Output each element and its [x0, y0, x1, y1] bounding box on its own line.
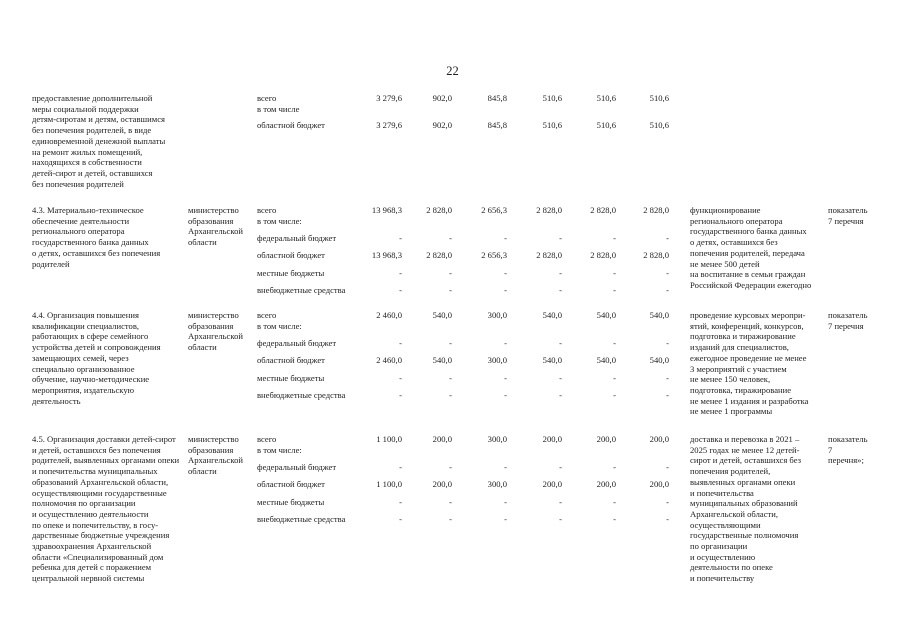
result-text-line: 2025 годах не менее 12 детей-	[690, 444, 800, 455]
funding-amount-cell: 200,0	[432, 434, 452, 444]
result-text-line: по организации	[690, 541, 748, 551]
funding-amount-cell: -	[449, 268, 452, 278]
funding-amount-cell: 510,6	[596, 93, 616, 103]
executor-text-line: министерство	[188, 310, 239, 320]
funding-amount-cell: -	[504, 514, 507, 524]
action-text-line: ребенка для детей с поражением	[32, 562, 152, 573]
funding-amount-cell: 300,0	[487, 355, 507, 365]
result-text-line: и попечительству	[690, 573, 755, 584]
indicator-text-line: 7 перечня	[828, 215, 864, 226]
funding-amount-cell: 200,0	[596, 479, 616, 489]
funding-amount-cell: -	[504, 338, 507, 348]
funding-amount-cell: -	[504, 373, 507, 383]
funding-amount-cell: 200,0	[432, 479, 452, 489]
action-text-line: обучение, научно-методические	[32, 374, 150, 385]
action-text-line: регионального оператора	[32, 226, 125, 237]
funding-amount-cell: -	[666, 390, 669, 400]
funding-amount-cell: -	[504, 268, 507, 278]
executor-text-line: области	[188, 342, 217, 353]
funding-amount-cell: -	[613, 390, 616, 400]
funding-amount-cell: -	[559, 285, 562, 295]
funding-amount-cell: -	[504, 390, 507, 400]
action-text-line: меры социальной поддержки	[32, 103, 139, 114]
funding-amount-cell: 2 828,0	[536, 250, 562, 260]
action-text-line: образований Архангельской области,	[32, 476, 169, 487]
funding-amount-cell: 2 460,0	[376, 355, 402, 365]
result-text-line: не менее 150 человек,	[690, 374, 771, 385]
result-text-line: Российской Федерации ежегодно	[690, 279, 812, 290]
page-number: 22	[446, 64, 459, 78]
funding-amount-cell: 540,0	[432, 310, 452, 320]
funding-amount-cell: -	[559, 373, 562, 383]
funding-amount-cell: 510,6	[542, 93, 562, 103]
action-text-line: детей-сирот и детей, оставшихся	[32, 167, 153, 178]
action-text-line: 4.3. Материально-техническое	[32, 205, 144, 215]
action-text-line: здравоохранения Архангельской	[32, 541, 152, 551]
result-text-line: государственного банка данных	[690, 226, 807, 237]
funding-amount-cell: 1 100,0	[376, 434, 402, 444]
result-text-line: не менее 1 издания и разработка	[690, 395, 809, 406]
result-text-line: 3 мероприятий с участием	[690, 363, 787, 374]
action-text-line: о детях, оставшихся без попечения	[32, 247, 161, 258]
funding-amount-cell: -	[666, 338, 669, 348]
funding-source-label: местные бюджеты	[257, 497, 325, 507]
funding-amount-cell: -	[449, 285, 452, 295]
funding-amount-cell: 200,0	[596, 434, 616, 444]
funding-amount-cell: -	[559, 338, 562, 348]
result-text-line: попечения родителей, передача	[690, 247, 805, 258]
indicator-text-line: показатель	[828, 310, 868, 320]
funding-amount-cell: -	[559, 268, 562, 278]
executor-text-line: области	[188, 466, 217, 477]
funding-amount-cell: 510,6	[596, 120, 616, 130]
funding-amount-cell: -	[613, 373, 616, 383]
action-text-line: родителей, выявленных органами опеки	[32, 455, 180, 466]
result-text-line: государственные полномочия	[690, 530, 799, 541]
action-text-line: центральной нервной системы	[32, 573, 145, 584]
funding-amount-cell: -	[449, 338, 452, 348]
funding-amount-cell: 510,6	[649, 120, 669, 130]
result-text-line: деятельности по опеке	[690, 562, 773, 573]
result-text-line: подготовка, тиражирование	[690, 384, 792, 395]
funding-source-label: местные бюджеты	[257, 373, 325, 383]
action-text-line: осуществляющими государственные	[32, 487, 167, 498]
result-text-line: не менее 500 детей	[690, 258, 760, 269]
funding-amount-cell: -	[613, 338, 616, 348]
funding-source-label: областной бюджет	[257, 250, 325, 260]
executor-text-line: Архангельской	[188, 331, 243, 342]
funding-amount-cell: -	[449, 497, 452, 507]
funding-amount-cell: 13 968,3	[371, 250, 402, 260]
action-text-line: государственного банка данных	[32, 237, 149, 248]
funding-amount-cell: 2 828,0	[590, 205, 616, 215]
funding-amount-cell: 2 828,0	[643, 205, 669, 215]
result-text-line: не менее 1 программы	[690, 406, 773, 417]
funding-amount-cell: 300,0	[487, 479, 507, 489]
funding-amount-cell: -	[399, 268, 402, 278]
indicator-text-line: перечня»;	[828, 455, 864, 466]
action-text-line: и детей, оставшихся без попечения	[32, 444, 161, 455]
funding-amount-cell: 2 460,0	[376, 310, 402, 320]
action-text-line: 4.5. Организация доставки детей-сирот	[32, 434, 176, 444]
funding-amount-cell: -	[613, 233, 616, 243]
funding-amount-cell: 540,0	[542, 355, 562, 365]
result-text-line: сирот и детей, оставшихся без	[690, 455, 802, 466]
executor-text-line: Архангельской	[188, 455, 243, 466]
action-text-line: мероприятия, издательскую	[32, 384, 135, 395]
funding-amount-cell: -	[449, 233, 452, 243]
funding-amount-cell: -	[666, 268, 669, 278]
result-text-line: ятий, конференций, конкурсов,	[690, 320, 804, 331]
funding-amount-cell: -	[399, 338, 402, 348]
funding-amount-cell: -	[399, 497, 402, 507]
funding-amount-cell: 2 828,0	[590, 250, 616, 260]
executor-text-line: образования	[188, 444, 234, 455]
funding-amount-cell: 2 828,0	[643, 250, 669, 260]
funding-amount-cell: 2 828,0	[426, 250, 452, 260]
funding-source-label: областной бюджет	[257, 120, 325, 130]
funding-amount-cell: -	[399, 233, 402, 243]
action-text-line: единовременной денежной выплаты	[32, 135, 166, 146]
funding-amount-cell: -	[399, 285, 402, 295]
action-text-line: квалификации специалистов,	[32, 320, 140, 331]
action-text-line: без попечения родителей	[32, 178, 124, 189]
funding-amount-cell: 200,0	[649, 479, 669, 489]
funding-source-label: в том числе:	[257, 215, 302, 226]
executor-text-line: образования	[188, 320, 234, 331]
action-text-line: устройства детей и сопровождения	[32, 342, 161, 353]
action-text-line: замещающих семей, через	[32, 352, 129, 363]
action-text-line: и попечительства муниципальных	[32, 466, 158, 477]
funding-amount-cell: -	[613, 268, 616, 278]
result-text-line: попечения родителей,	[690, 466, 771, 477]
funding-source-label: внебюджетные средства	[257, 390, 346, 400]
funding-amount-cell: -	[449, 462, 452, 472]
funding-amount-cell: -	[449, 390, 452, 400]
result-text-line: муниципальных образований	[690, 498, 798, 509]
action-text-line: работающих в сфере семейного	[32, 331, 149, 342]
funding-source-label: областной бюджет	[257, 355, 325, 365]
funding-source-label: федеральный бюджет	[257, 338, 337, 348]
funding-amount-cell: 540,0	[432, 355, 452, 365]
funding-amount-cell: -	[504, 462, 507, 472]
funding-amount-cell: 200,0	[542, 434, 562, 444]
action-text-line: специально организованное	[32, 363, 135, 374]
funding-amount-cell: 2 828,0	[536, 205, 562, 215]
funding-amount-cell: 3 279,6	[376, 120, 402, 130]
action-text-line: по опеке и попечительству, в госу-	[32, 519, 159, 530]
executor-text-line: министерство	[188, 205, 239, 215]
funding-amount-cell: 2 828,0	[426, 205, 452, 215]
action-text-line: предоставление дополнительной	[32, 93, 153, 103]
funding-amount-cell: 902,0	[432, 93, 452, 103]
action-text-line: находящихся в собственности	[32, 157, 142, 168]
funding-source-label: всего	[257, 434, 277, 444]
funding-amount-cell: 540,0	[649, 310, 669, 320]
funding-amount-cell: -	[666, 514, 669, 524]
result-text-line: Архангельской области,	[690, 508, 779, 519]
funding-amount-cell: -	[504, 497, 507, 507]
funding-amount-cell: 3 279,6	[376, 93, 402, 103]
executor-text-line: министерство	[188, 434, 239, 444]
funding-amount-cell: -	[399, 390, 402, 400]
action-text-line: дарственные бюджетные учреждения	[32, 530, 170, 541]
funding-amount-cell: 540,0	[596, 310, 616, 320]
funding-amount-cell: -	[504, 285, 507, 295]
funding-source-label: всего	[257, 205, 277, 215]
funding-amount-cell: -	[613, 462, 616, 472]
action-text-line: без попечения родителей, в виде	[32, 125, 152, 136]
funding-amount-cell: 1 100,0	[376, 479, 402, 489]
executor-text-line: образования	[188, 215, 234, 226]
result-text-line: осуществляющими	[690, 519, 761, 530]
funding-amount-cell: -	[613, 285, 616, 295]
funding-amount-cell: 200,0	[649, 434, 669, 444]
result-text-line: подготовка и тиражирование	[690, 331, 796, 342]
funding-amount-cell: -	[666, 233, 669, 243]
funding-amount-cell: -	[613, 497, 616, 507]
funding-amount-cell: -	[613, 514, 616, 524]
funding-amount-cell: 510,6	[542, 120, 562, 130]
result-text-line: и попечительства	[690, 487, 754, 498]
action-text-line: детям-сиротам и детям, оставшимся	[32, 114, 165, 125]
funding-amount-cell: -	[559, 497, 562, 507]
funding-amount-cell: -	[399, 514, 402, 524]
funding-amount-cell: 2 656,3	[481, 250, 507, 260]
funding-source-label: федеральный бюджет	[257, 233, 337, 243]
funding-amount-cell: 300,0	[487, 310, 507, 320]
result-text-line: функционирование	[690, 205, 761, 215]
funding-amount-cell: 2 656,3	[481, 205, 507, 215]
executor-text-line: Архангельской	[188, 226, 243, 237]
funding-amount-cell: 845,8	[487, 120, 507, 130]
action-text-line: полномочия по организации	[32, 498, 136, 509]
action-text-line: обеспечение деятельности	[32, 215, 130, 226]
funding-amount-cell: -	[399, 462, 402, 472]
funding-amount-cell: -	[559, 514, 562, 524]
funding-amount-cell: 902,0	[432, 120, 452, 130]
action-text-line: 4.4. Организация повышения	[32, 310, 139, 320]
result-text-line: изданий для специалистов,	[690, 342, 789, 353]
funding-amount-cell: -	[449, 373, 452, 383]
result-text-line: регионального оператора	[690, 215, 783, 226]
funding-source-label: всего	[257, 93, 277, 103]
action-text-line: родителей	[32, 258, 70, 269]
result-text-line: о детях, оставшихся без	[690, 237, 778, 248]
funding-amount-cell: -	[449, 514, 452, 524]
funding-amount-cell: -	[559, 462, 562, 472]
funding-source-label: всего	[257, 310, 277, 320]
funding-source-label: местные бюджеты	[257, 268, 325, 278]
funding-amount-cell: 300,0	[487, 434, 507, 444]
funding-source-label: в том числе	[257, 103, 300, 114]
indicator-text-line: показатель	[828, 205, 868, 215]
indicator-text-line: 7 перечня	[828, 320, 864, 331]
funding-amount-cell: -	[666, 373, 669, 383]
funding-amount-cell: 200,0	[542, 479, 562, 489]
result-text-line: и осуществлению	[690, 551, 756, 562]
funding-amount-cell: -	[559, 233, 562, 243]
action-text-line: и осуществлению деятельности	[32, 508, 149, 519]
indicator-text-line: показатель	[828, 434, 868, 444]
funding-amount-cell: -	[666, 497, 669, 507]
funding-source-label: внебюджетные средства	[257, 285, 346, 295]
indicator-text-line: 7	[828, 444, 833, 455]
funding-source-label: в том числе:	[257, 444, 302, 455]
funding-amount-cell: -	[399, 373, 402, 383]
result-text-line: на воспитание в семьи граждан	[690, 269, 806, 280]
funding-amount-cell: 540,0	[542, 310, 562, 320]
action-text-line: области «Специализированный дом	[32, 551, 164, 562]
action-text-line: на ремонт жилых помещений,	[32, 146, 143, 157]
funding-amount-cell: 510,6	[649, 93, 669, 103]
funding-amount-cell: -	[559, 390, 562, 400]
funding-amount-cell: 845,8	[487, 93, 507, 103]
funding-source-label: федеральный бюджет	[257, 462, 337, 472]
funding-source-label: областной бюджет	[257, 479, 325, 489]
funding-amount-cell: 13 968,3	[371, 205, 402, 215]
funding-amount-cell: -	[504, 233, 507, 243]
action-text-line: деятельность	[32, 395, 81, 406]
result-text-line: проведение курсовых меропри-	[690, 310, 806, 320]
funding-amount-cell: 540,0	[649, 355, 669, 365]
result-text-line: выявленных органами опеки	[690, 476, 796, 487]
executor-text-line: области	[188, 237, 217, 248]
funding-source-label: в том числе:	[257, 320, 302, 331]
result-text-line: ежегодное проведение не менее	[690, 352, 807, 363]
funding-source-label: внебюджетные средства	[257, 514, 346, 524]
funding-amount-cell: 540,0	[596, 355, 616, 365]
funding-amount-cell: -	[666, 462, 669, 472]
result-text-line: доставка и перевозка в 2021 –	[690, 434, 800, 444]
funding-amount-cell: -	[666, 285, 669, 295]
